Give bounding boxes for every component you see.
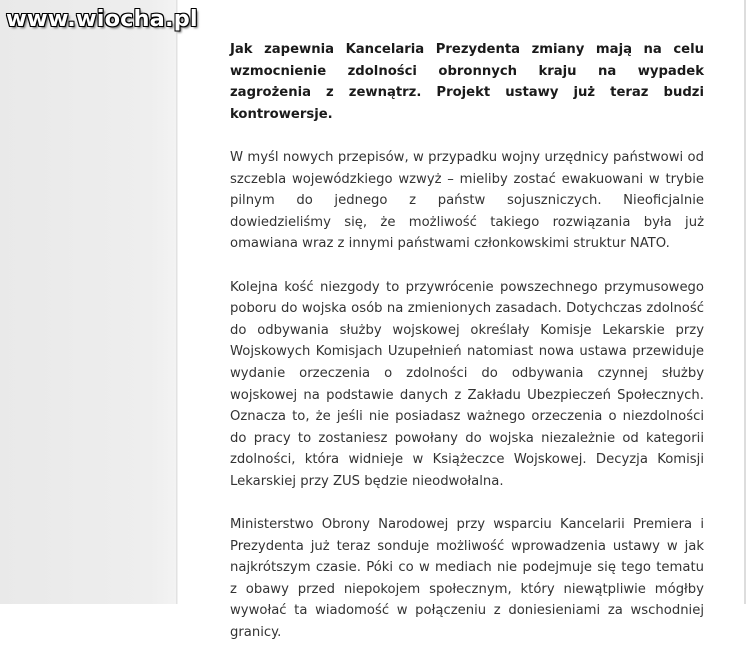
article-paragraph-ministry: Ministerstwo Obrony Narodowej przy wsparciu Kancelarii Premiera i Prezydenta już teraz sonduje możliwość wprowadzenia ustawy w jak najkrótszym czasie. Póki co w mediach nie podejmuje się tego tematu z obawy przed niepokojem społecznym, który niewątpliwie mógłby wywołać ta wiadomość w połączeniu z doniesieniami za wschodniej granicy. [230, 517, 704, 641]
gutter-edge [176, 0, 178, 604]
article-body [230, 39, 704, 665]
article-paragraph-conscription: Kolejna kość niezgody to przywrócenie powszechnego przymusowego poboru do wojska osób na zmienionych zasadach. Dotychczas zdolność do odbywania służby wojskowej określały Komisje Lekarskie przy Wojskowych Komisjach Uzupełnień natomiast nowa ustawa przewiduje wydanie orzeczenia o zdolności do odbywania czynnej służby wojskowej na podstawie danych z Zakładu Ubezpieczeń Społecznych. Oznacza to, że jeśli nie posiadasz ważnego orzeczenia o niezdolności do pracy to zostaniesz powołany do wojska niezależnie od kategorii zdolności, która widnieje w Książeczce Wojskowej. Decyzja Komisji Lekarskiej przy ZUS będzie nieodwołalna. [230, 279, 704, 489]
article-lead: Jak zapewnia Kancelaria Prezydenta zmiany mają na celu wzmocnienie zdolności obronnych kraju na wypadek zagrożenia z zewnątrz. Projekt ustawy już teraz budzi kontrowersje. [230, 42, 704, 122]
article-paragraph-evacuation: W myśl nowych przepisów, w przypadku wojny urzędnicy państwowi od szczebla wojewódzkiego wzwyż – mieliby zostać ewakuowani w trybie pilnym do jednego z państw sojuszniczych. Nieoficjalnie dowiedzieliśmy się, że możliwość takiego rozwiązania była już omawiana wraz z innymi państwami członkowskimi struktur NATO. [230, 149, 704, 252]
site-watermark: www.wiocha.pl [6, 6, 198, 32]
left-gutter [0, 0, 176, 604]
